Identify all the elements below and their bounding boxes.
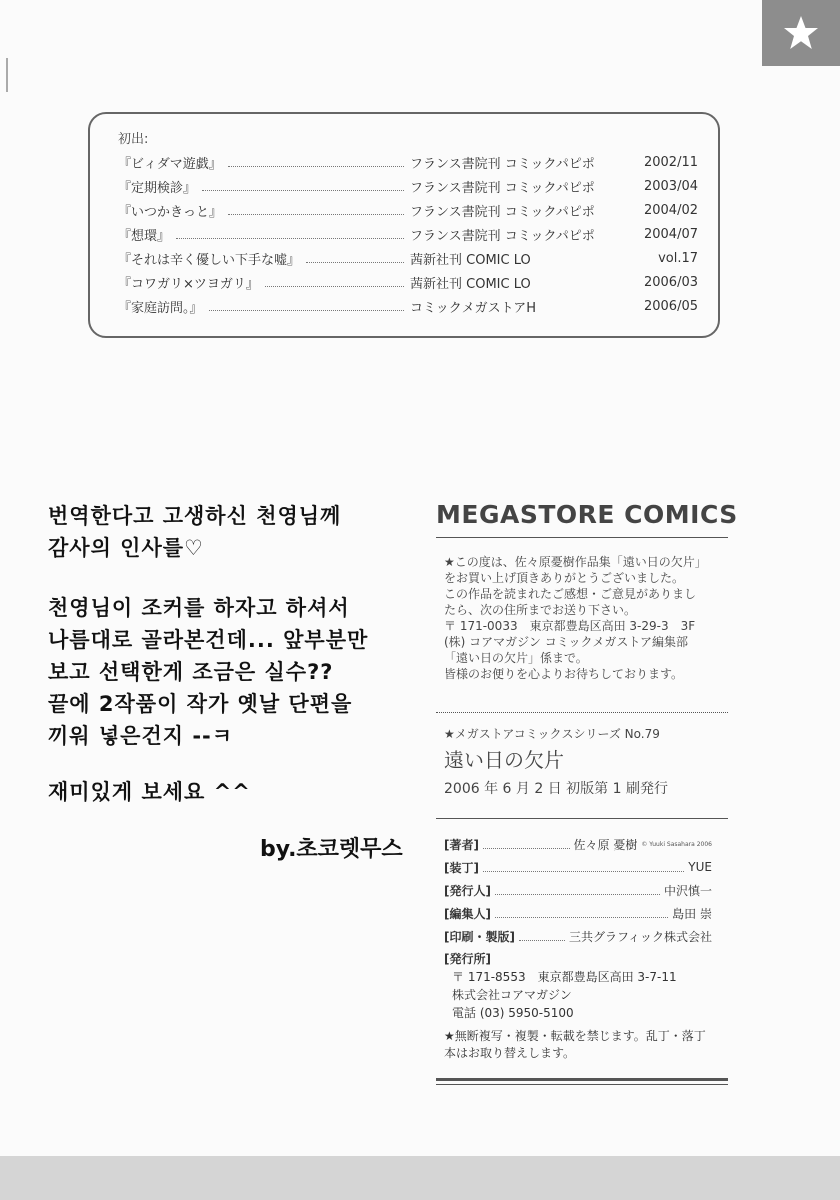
publication-row — [118, 222, 698, 246]
publication-publisher: フランス書院刊 コミックパピポ — [410, 228, 595, 244]
publication-date: 2004/07 — [643, 226, 698, 242]
thanks-line: 「遠い日の欠片」係まで。 — [444, 651, 588, 665]
publication-title: 『ビィダマ遊戯』 — [118, 156, 222, 172]
leader-dots — [483, 840, 570, 849]
publication-title: 『いつかきっと』 — [118, 204, 223, 220]
bottom-band — [0, 1156, 840, 1200]
first-published-box — [88, 112, 720, 338]
leader-dots — [483, 863, 684, 872]
divider — [436, 537, 728, 538]
leader-dots — [228, 205, 404, 215]
credit-label: [装丁] — [444, 860, 479, 875]
publication-date: 2003/04 — [643, 178, 698, 194]
translator-note-line: 번역한다고 고생하신 천영님께 — [48, 504, 342, 528]
leader-dots — [495, 909, 668, 918]
leader-dots — [176, 229, 404, 239]
office-label: [発行所] — [444, 952, 491, 966]
credit-value: 佐々原 憂樹 — [573, 837, 638, 852]
publication-publisher: 茜新社刊 COMIC LO — [410, 252, 531, 268]
brand-title: MEGASTORE COMICS — [436, 500, 738, 529]
credit-label: [編集人] — [444, 906, 491, 921]
leader-dots — [228, 157, 404, 167]
leader-dots — [265, 277, 404, 287]
leader-dots — [495, 886, 660, 895]
thanks-line: をお買い上げ頂きありがとうございました。 — [444, 571, 685, 585]
credit-label: [印刷・製版] — [444, 929, 515, 944]
translator-note-line: 나름대로 골라본건데... 앞부분만 — [48, 628, 369, 652]
office-phone: 電話 (03) 5950-5100 — [452, 1006, 574, 1020]
edition-date: 2006 年 6 月 2 日 初版第 1 刷発行 — [444, 781, 668, 797]
publication-date: 2006/03 — [643, 274, 698, 290]
publication-row — [118, 198, 698, 222]
credit-row-author — [444, 834, 712, 854]
translator-note-line: 천영님이 조커를 하자고 하셔서 — [48, 596, 350, 620]
credit-value: 三共グラフィック株式会社 — [568, 929, 712, 944]
credit-value: YUE — [688, 860, 712, 874]
publication-publisher: フランス書院刊 コミックパピポ — [410, 156, 595, 172]
divider — [436, 1078, 728, 1081]
leader-dots — [202, 181, 404, 191]
thanks-line: たら、次の住所までお送り下さい。 — [444, 603, 637, 617]
credit-row-editor — [444, 903, 712, 923]
notice-line: ★無断複写・複製・転載を禁じます。乱丁・落丁 — [444, 1029, 706, 1043]
translator-note-line: 재미있게 보세요 ^^ — [48, 780, 251, 804]
publication-title: 『定期検診』 — [118, 180, 197, 196]
publication-publisher: 茜新社刊 COMIC LO — [410, 276, 531, 292]
publication-publisher: コミックメガストアH — [410, 300, 536, 316]
translator-signature: by.초코렛무스 — [260, 837, 403, 862]
office-company: 株式会社コアマガジン — [452, 988, 572, 1002]
thanks-line: (株) コアマガジン コミックメガストア編集部 — [444, 635, 688, 649]
leader-dots — [209, 301, 404, 311]
translator-note-line: 감사의 인사를♡ — [48, 536, 204, 560]
publication-title: 『家庭訪問。』 — [118, 300, 203, 316]
translator-note-line: 끼워 넣은건지 --ㅋ — [48, 724, 234, 748]
credit-row-publisher — [444, 880, 712, 900]
copyright-notice: © Yuuki Sasahara 2006 — [641, 840, 712, 848]
thanks-line: 〒 171-0033 東京都豊島区高田 3-29-3 3F — [444, 619, 696, 633]
publication-row — [118, 270, 698, 294]
leader-dots — [519, 932, 565, 941]
publication-publisher: フランス書院刊 コミックパピポ — [410, 180, 595, 196]
thanks-line: この作品を読まれたご感想・ご意見がありまし — [444, 587, 697, 601]
credit-value: 中沢慎一 — [663, 883, 712, 898]
credit-row-printing — [444, 926, 712, 946]
book-title: 遠い日の欠片 — [444, 748, 564, 772]
office-address: 〒 171-8553 東京都豊島区高田 3-7-11 — [452, 970, 677, 984]
publication-row — [118, 174, 698, 198]
publication-date: 2004/02 — [643, 202, 698, 218]
star-corner-tab — [762, 0, 840, 66]
publication-date: 2006/05 — [643, 298, 698, 314]
credit-value: 島田 崇 — [672, 906, 712, 921]
copy-notice — [444, 1028, 724, 1062]
thanks-line: 皆様のお便りを心よりお待ちしております。 — [444, 667, 684, 681]
publication-row — [118, 246, 698, 270]
first-published-heading: 初出: — [118, 132, 149, 147]
notice-line: 本はお取り替えします。 — [444, 1046, 576, 1060]
publication-title: 『コワガリ×ツヨガリ』 — [118, 276, 259, 292]
margin-mark — [6, 58, 8, 92]
translator-note-line: 보고 선택한게 조금은 실수?? — [48, 660, 334, 684]
divider — [436, 712, 728, 713]
publication-date: vol.17 — [658, 250, 698, 266]
publication-publisher: フランス書院刊 コミックパピポ — [410, 204, 595, 220]
publication-date: 2002/11 — [643, 154, 698, 170]
reader-thanks-block — [444, 554, 724, 682]
publication-row — [118, 294, 698, 318]
divider — [436, 1084, 728, 1085]
publication-title: 『それは辛く優しい下手な嘘』 — [118, 252, 301, 268]
publication-title: 『想環』 — [118, 228, 171, 244]
publication-row — [118, 150, 698, 174]
thanks-line: ★この度は、佐々原憂樹作品集「遠い日の欠片」 — [444, 555, 707, 569]
credit-label: [発行人] — [444, 883, 491, 898]
credit-row-design — [444, 857, 712, 877]
star-icon — [781, 13, 821, 53]
series-number: ★メガストアコミックスシリーズ No.79 — [444, 727, 660, 741]
credit-label: [著者] — [444, 837, 479, 852]
leader-dots — [306, 253, 404, 263]
divider — [436, 818, 728, 819]
translator-note-line: 끝에 2작품이 작가 옛날 단편을 — [48, 692, 353, 716]
